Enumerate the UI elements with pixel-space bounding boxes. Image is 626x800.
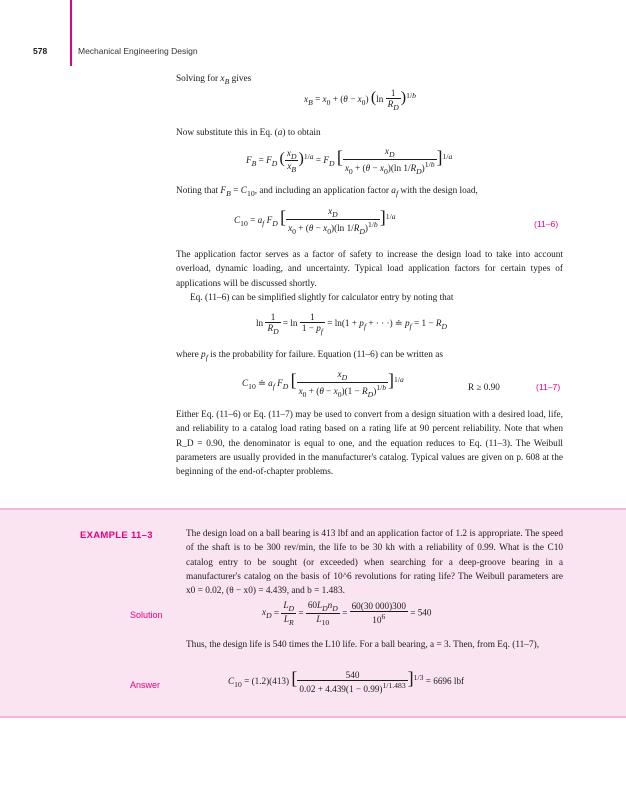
equation-number-11-6: (11–6) [534, 219, 559, 229]
equation-11-7: $C_{10}$ ≐ $a_f$ $F_D$ [ $\frac{x_D}{x_0 + (\theta - x_0)(1 - R_D)^{1/b}}$ ]$^{1/a}$ [242, 369, 404, 399]
paragraph-6: where $p_f$ is the probability for failure. Equation (11–6) can be written as [176, 350, 443, 362]
example-label: EXAMPLE 11–3 [80, 530, 153, 541]
answer-value: = 6696 lbf [425, 676, 465, 686]
equation-number-11-7: (11–7) [536, 382, 561, 392]
book-title: Mechanical Engineering Design [78, 46, 198, 56]
equation-fb: $F_B = F_D$ ( $\frac{x_D}{x_B}$ )$^{1/a} = F_D$ [ $\frac{x_D}{x_0 + (\theta - x_0)(\ln 1/R_D)^{1/b}}$ ]$^{1/a}$ [246, 146, 453, 176]
example-band-top-rule [0, 508, 626, 510]
paragraph-4: The application factor serves as a factor of safety to increase the design load to take into account overload, dynamic loading, and uncertainty. Typical load application factors for certain types of applications will be discussed shortly. [176, 250, 563, 289]
example-band-bottom-rule [0, 716, 626, 718]
paragraph-5: Eq. (11–6) can be simplified slightly for calculator entry by noting that [190, 293, 454, 303]
paragraph-7: Either Eq. (11–6) or Eq. (11–7) may be used to convert from a design situation with a desired load, life, and reliability to a catalog load rating based on a rating life at 90 percent reliability. Note that when R_D = 0.90, the denominator is equal to one, and the equation reduces to Eq. (11–3). The Weibull parameters are usually provided in the manufacturer's catalog. Typical values are given on p. 608 at the beginning of the end-of-chapter problems. [176, 410, 563, 478]
solution-text: Thus, the design life is 540 times the L10 life. For a ball bearing, a = 3. Then, from Eq. (11–7), [186, 640, 540, 650]
answer-label: Answer [130, 680, 161, 690]
example-problem: The design load on a ball bearing is 413 lbf and an application factor of 1.2 is appropriate. The speed of the shaft is to be 300 rev/min, the life to be 30 kh with a reliability of 0.99. What is the C10 catalog entry to be sought (or exceeded) when searching for a deep-groove bearing in a manufacturer's catalog on the basis of 10^6 revolutions for rating life? The Weibull parameters are x0 = 0.02, (θ − x0) = 4.439, and b = 1.483. [186, 529, 563, 597]
paragraph-3: Noting that $F_B = C_{10}$, and including an application factor $a_f$ with the design load, [176, 186, 478, 198]
paragraph-2: Now substitute this in Eq. (a) to obtain [176, 128, 321, 138]
equation-xb: $x_B = x_0 + (\theta - x_0)$ (ln $\frac{1}{R_D}$ )$^{1/b}$ [304, 88, 416, 112]
paragraph-1: Solving for $x_B$ gives [176, 74, 252, 86]
equation-11-6: $C_{10} = a_f$ $F_D$ [ $\frac{x_D}{x_0 + (\theta - x_0)(\ln 1/R_D)^{1/b}}$ ]$^{1/a}$ [234, 206, 396, 236]
equation-condition: R ≥ 0.90 [468, 382, 500, 392]
equation-ln: ln $\frac{1}{R_D}$ = ln $\frac{1}{1 - p_f}$ = $\ln(1 + p_f$ + · · ·) ≐ $p_f = 1 - R_D$ [256, 312, 447, 336]
equation-xd: $x_D$ = $\frac{L_D}{L_R}$ = $\frac{60L_Dn_D}{L_{10}}$ = $\frac{60(30 000)300}{10^6}$ = 540 [262, 600, 432, 627]
header-rule [70, 0, 72, 66]
page-number: 578 [33, 46, 48, 56]
equation-answer: $C_{10} = (1.2)(413)$ [ $\frac{540}{0.02 + 4.439(1 - 0.99)^{1/1.483}}$ ]$^{1/3}$ = 6696 lbf [228, 668, 465, 694]
solution-label: Solution [130, 610, 163, 620]
